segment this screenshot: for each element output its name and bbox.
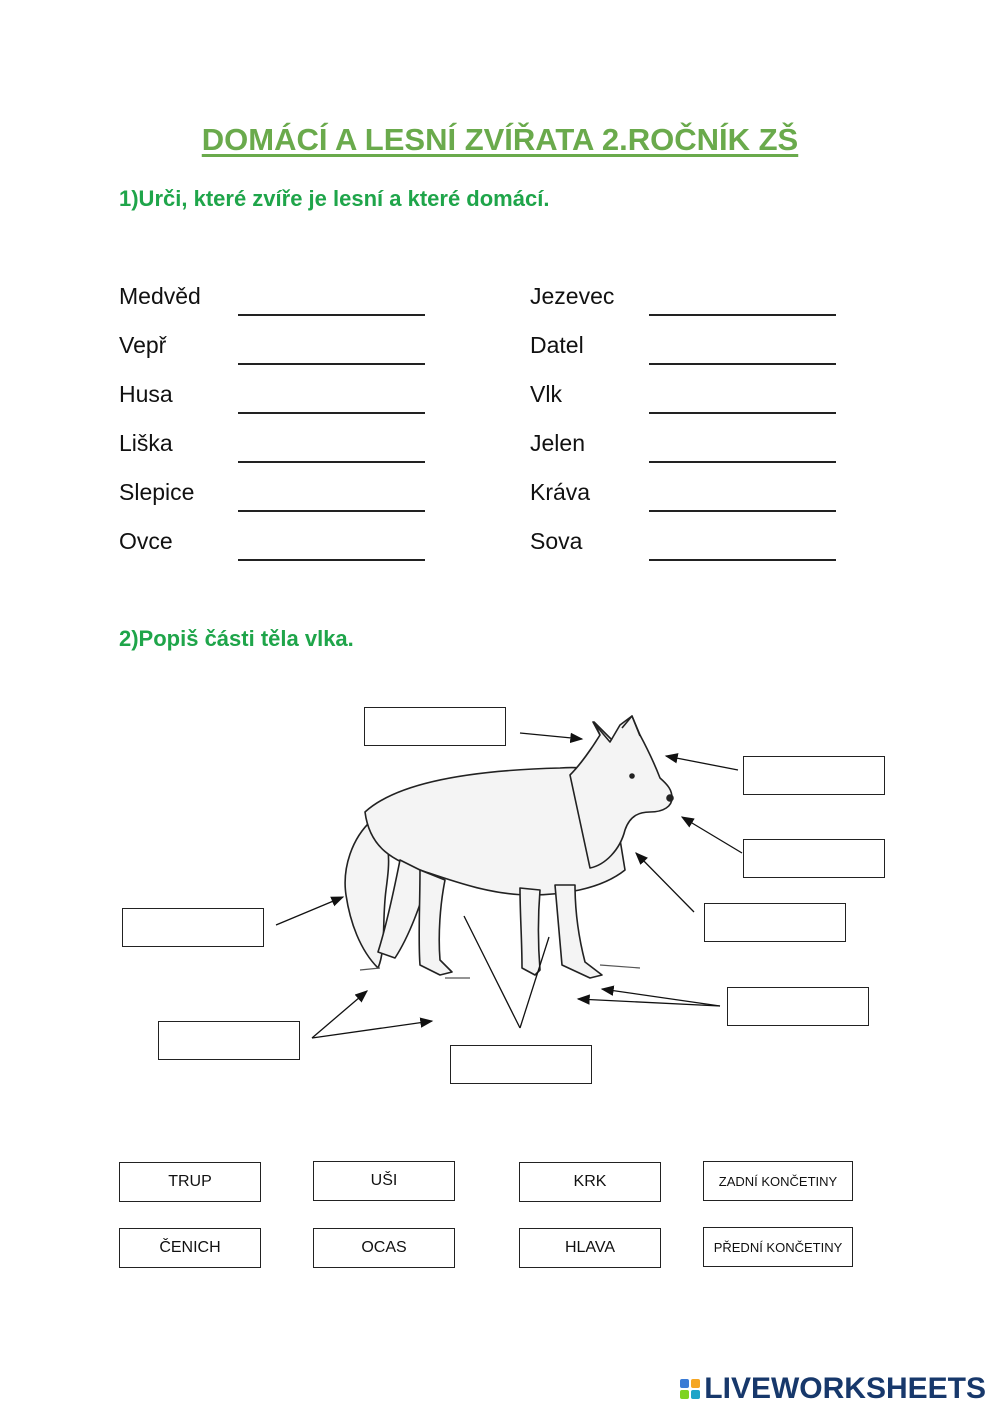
word-tile[interactable]: ZADNÍ KONČETINY — [703, 1161, 853, 1201]
animal-label: Husa — [119, 381, 173, 407]
word-tile[interactable]: HLAVA — [519, 1228, 661, 1268]
label-drop-box[interactable] — [727, 987, 869, 1026]
logo-text: LIVEWORKSHEETS — [704, 1372, 986, 1405]
task-2-heading: 2)Popiš části těla vlka. — [119, 626, 354, 651]
word-tile[interactable]: UŠI — [313, 1161, 455, 1201]
animal-label: Medvěd — [119, 283, 201, 309]
animal-label: Sova — [530, 528, 583, 554]
animal-label: Slepice — [119, 479, 195, 505]
liveworksheets-logo — [680, 1372, 986, 1406]
animal-label: Datel — [530, 332, 584, 358]
label-drop-box[interactable] — [122, 908, 264, 947]
word-tile[interactable]: ČENICH — [119, 1228, 261, 1268]
animal-label: Vepř — [119, 332, 167, 358]
wolf-icon — [345, 716, 673, 978]
animal-label: Kráva — [530, 479, 591, 505]
word-tile[interactable]: PŘEDNÍ KONČETINY — [703, 1227, 853, 1267]
worksheet-title: DOMÁCÍ A LESNÍ ZVÍŘATA 2.ROČNÍK ZŠ — [201, 122, 799, 157]
animal-label: Jezevec — [530, 283, 615, 309]
label-drop-box[interactable] — [158, 1021, 300, 1060]
label-drop-box[interactable] — [743, 756, 885, 795]
word-tile[interactable]: OCAS — [313, 1228, 455, 1268]
animal-label: Ovce — [119, 528, 173, 554]
label-drop-box[interactable] — [704, 903, 846, 942]
task-1-heading: 1)Urči, které zvíře je lesní a které domácí. — [119, 186, 550, 211]
logo-mark-icon — [680, 1379, 700, 1399]
word-tile[interactable]: KRK — [519, 1162, 661, 1202]
animal-label: Vlk — [530, 381, 562, 407]
label-drop-box[interactable] — [364, 707, 506, 746]
animal-label: Liška — [119, 430, 173, 456]
label-drop-box[interactable] — [450, 1045, 592, 1084]
label-drop-box[interactable] — [743, 839, 885, 878]
animal-label: Jelen — [530, 430, 585, 456]
word-tile[interactable]: TRUP — [119, 1162, 261, 1202]
